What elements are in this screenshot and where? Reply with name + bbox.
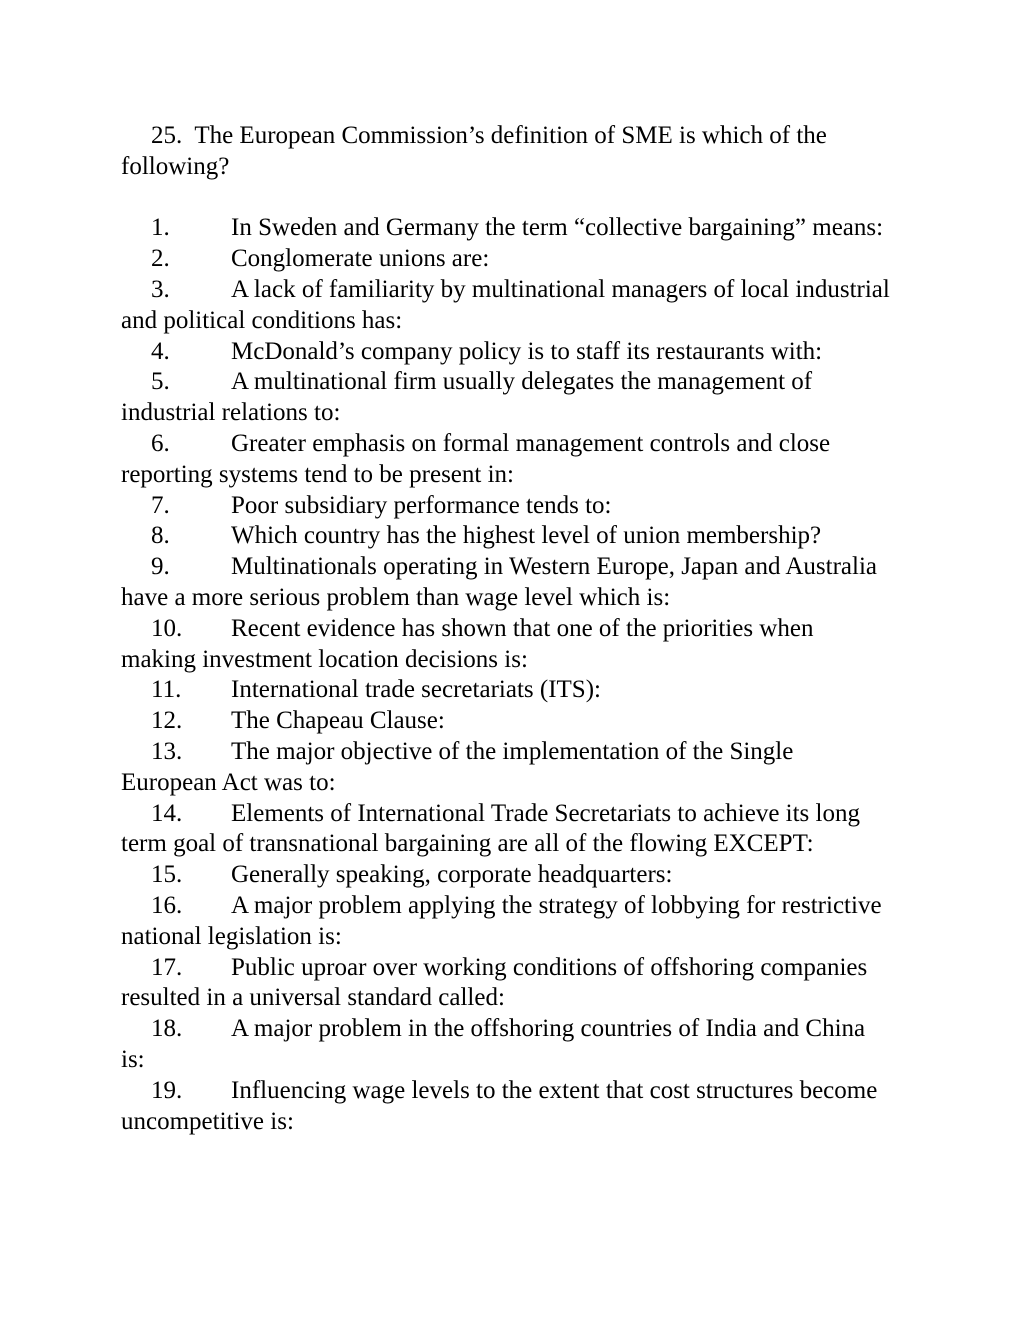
question-number: 13.: [151, 737, 183, 765]
question-item: [121, 521, 891, 552]
question-item: [121, 552, 891, 614]
question-number: 6.: [151, 429, 170, 457]
question-text: Generally speaking, corporate headquarters:: [231, 861, 673, 889]
question-item: [121, 244, 891, 275]
question-item: [121, 799, 891, 861]
question-item: [121, 491, 891, 522]
question-item: [121, 891, 891, 953]
question-item: [121, 1014, 891, 1076]
question-item: [121, 737, 891, 799]
question-item: [121, 275, 891, 337]
question-number: 9.: [151, 553, 170, 581]
question-text: Greater emphasis on formal management controls and close reporting systems tend to be present in:: [121, 429, 831, 488]
intro-question: [121, 121, 891, 183]
question-number: 2.: [151, 245, 170, 273]
question-list: [121, 213, 891, 1137]
question-text: A multinational firm usually delegates the management of industrial relations to:: [121, 368, 813, 427]
question-text: Conglomerate unions are:: [231, 245, 490, 273]
question-number: 3.: [151, 275, 170, 303]
question-number: 11.: [151, 676, 182, 704]
question-text: In Sweden and Germany the term “collective bargaining” means:: [231, 214, 884, 242]
question-item: [121, 337, 891, 368]
question-number: 14.: [151, 799, 183, 827]
question-text: A major problem in the offshoring countries of India and China is:: [121, 1015, 866, 1073]
question-text: Poor subsidiary performance tends to:: [231, 491, 612, 519]
question-item: [121, 860, 891, 891]
question-text: The Chapeau Clause:: [231, 707, 445, 735]
question-number: 7.: [151, 491, 170, 519]
question-item: [121, 614, 891, 676]
question-text: Public uproar over working conditions of offshoring companies resulted in a universal standard called:: [121, 953, 868, 1012]
question-text: A lack of familiarity by multinational managers of local industrial and political conditions has:: [121, 275, 890, 334]
question-number: 1.: [151, 214, 170, 242]
question-number: 19.: [151, 1076, 183, 1104]
question-number: 17.: [151, 953, 183, 981]
question-text: A major problem applying the strategy of lobbying for restrictive national legislation is:: [121, 891, 882, 950]
question-text: McDonald’s company policy is to staff its restaurants with:: [231, 337, 823, 365]
question-item: [121, 706, 891, 737]
question-item: [121, 675, 891, 706]
question-item: [121, 429, 891, 491]
intro-question-text: The European Commission’s definition of SME is which of the following?: [121, 122, 827, 180]
question-text: Recent evidence has shown that one of the priorities when making investment location decisions is:: [121, 614, 814, 673]
question-number: 5.: [151, 368, 170, 396]
intro-question-number: 25.: [151, 122, 183, 149]
question-text: Elements of International Trade Secretariats to achieve its long term goal of transnational bargaining are all of the flowing EXCEPT:: [121, 799, 860, 858]
blank-line: [121, 183, 891, 214]
question-number: 18.: [151, 1015, 183, 1043]
question-text: Multinationals operating in Western Europe, Japan and Australia have a more serious problem than wage level which is:: [121, 553, 877, 611]
question-item: [121, 1076, 891, 1138]
question-text: The major objective of the implementation of the Single European Act was to:: [121, 737, 794, 796]
question-item: [121, 953, 891, 1015]
question-text: Which country has the highest level of union membership?: [231, 522, 822, 550]
question-text: Influencing wage levels to the extent that cost structures become uncompetitive is:: [121, 1076, 878, 1135]
question-text: International trade secretariats (ITS):: [231, 676, 601, 704]
question-number: 16.: [151, 891, 183, 919]
question-number: 4.: [151, 337, 170, 365]
question-item: [121, 367, 891, 429]
question-number: 8.: [151, 522, 170, 550]
question-item: [121, 213, 891, 244]
question-number: 10.: [151, 614, 183, 642]
question-number: 15.: [151, 861, 183, 889]
question-number: 12.: [151, 707, 183, 735]
document-page: [121, 121, 891, 1137]
